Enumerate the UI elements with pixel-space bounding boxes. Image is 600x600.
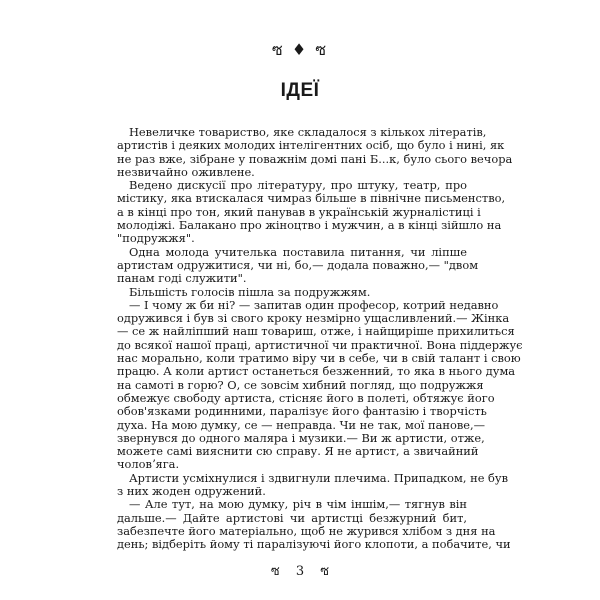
- text-line: до всякої нашої праці, артистичної чи практичної. Вона піддержує: [117, 337, 523, 352]
- text-line: обмежує свободу артиста, стісняє його в полеті, обтяжує його: [117, 390, 495, 405]
- text-line: Одна молода учителька поставила питання, чи ліпше: [129, 244, 467, 259]
- text-line: можете самі вияснити сю справу. Я не артист, а звичайний: [117, 444, 479, 459]
- text-line: обов'язками родинними, паралізує його фантазію і творчість: [117, 404, 487, 419]
- page-number: 3: [295, 564, 305, 579]
- header-ornament: ซ ♦ ซ: [271, 40, 329, 59]
- text-line: забезпечте його матеріально, щоб не журився хлібом з дня на: [117, 523, 496, 538]
- paragraph: [117, 286, 467, 299]
- footer-right-ornament: ซ: [320, 564, 330, 579]
- paragraph: [117, 178, 506, 246]
- text-line: — се ж найліпший наш товариш, отже, і найщиріше прихилиться: [117, 324, 515, 339]
- text-line: дальше.— Дайте артистові чи артистці безжурний бит,: [117, 510, 467, 525]
- text-line: артистам одружитися, чи ні, бо,— додала поважно,— "двом: [117, 257, 479, 272]
- text-line: панам годі служити".: [117, 271, 247, 286]
- text-line: з них жоден одружений.: [117, 484, 266, 499]
- text-line: працю. А коли артист останеться безженний, то яка в нього дума: [117, 364, 516, 379]
- text-line: нас морально, коли тратимо віру чи в себе, чи в свій талант і свою: [117, 351, 521, 366]
- text-line: одружився і був зі свого кроку незмірно ущасливлений.— Жінка: [117, 311, 510, 326]
- text-line: духа. На мою думку, се — неправда. Чи не так, мої панове,—: [117, 417, 486, 432]
- paragraph: [117, 470, 509, 499]
- text-line: — І чому ж би ні? — запитав один професор, котрий недавно: [129, 297, 499, 312]
- text-line: Ведено дискусії про літературу, про штуку, театр, про: [129, 178, 467, 193]
- text-line: чоловʼяга.: [117, 457, 180, 472]
- text-line: а в кінці про тон, який панував в українській журналістиці і: [117, 204, 481, 219]
- footer-left-ornament: ซ: [270, 564, 280, 579]
- text-line: містику, яка втискалася чимраз більше в північне письменство,: [117, 191, 506, 206]
- text-line: Невеличке товариство, яке складалося з кількох літератів,: [129, 125, 487, 139]
- text-line: Артисти усміхнулися і здвигнули плечима. Припадком, не був: [129, 470, 509, 485]
- text-line: "подружжя".: [117, 231, 195, 246]
- text-line: звернувся до одного маляра і музики.— Ви ж артисти, отже,: [117, 430, 485, 445]
- text-line: на самоті в горю? О, се зовсім хибний погляд, що подружжя: [117, 377, 484, 392]
- text-line: Більшість голосів пішла за подружжям.: [129, 284, 371, 299]
- paragraph: [117, 244, 479, 286]
- page-footer: [0, 560, 600, 581]
- text-line: не раз вже, зібране у поважнім домі пані Б...к, було сього вечора: [117, 151, 513, 166]
- text-line: — Але тут, на мою думку, річ в чім іншім,— тягнув він: [129, 497, 467, 512]
- body-text: [117, 125, 523, 552]
- paragraph: [117, 125, 513, 179]
- text-line: молодіжі. Балакано про жіноцтво і мужчин, а в кінці зійшло на: [117, 218, 502, 233]
- paragraph: [117, 297, 523, 472]
- text-line: день; відберіть йому ті паралізуючі його клопоти, а побачите, чи: [117, 537, 511, 552]
- paragraph: [117, 497, 511, 552]
- text-line: артистів і деяких молодих інтелігентних осіб, що було і нині, як: [117, 138, 505, 153]
- chapter-title: ІДЕЇ: [280, 80, 320, 101]
- text-line: незвичайно оживлене.: [117, 164, 255, 179]
